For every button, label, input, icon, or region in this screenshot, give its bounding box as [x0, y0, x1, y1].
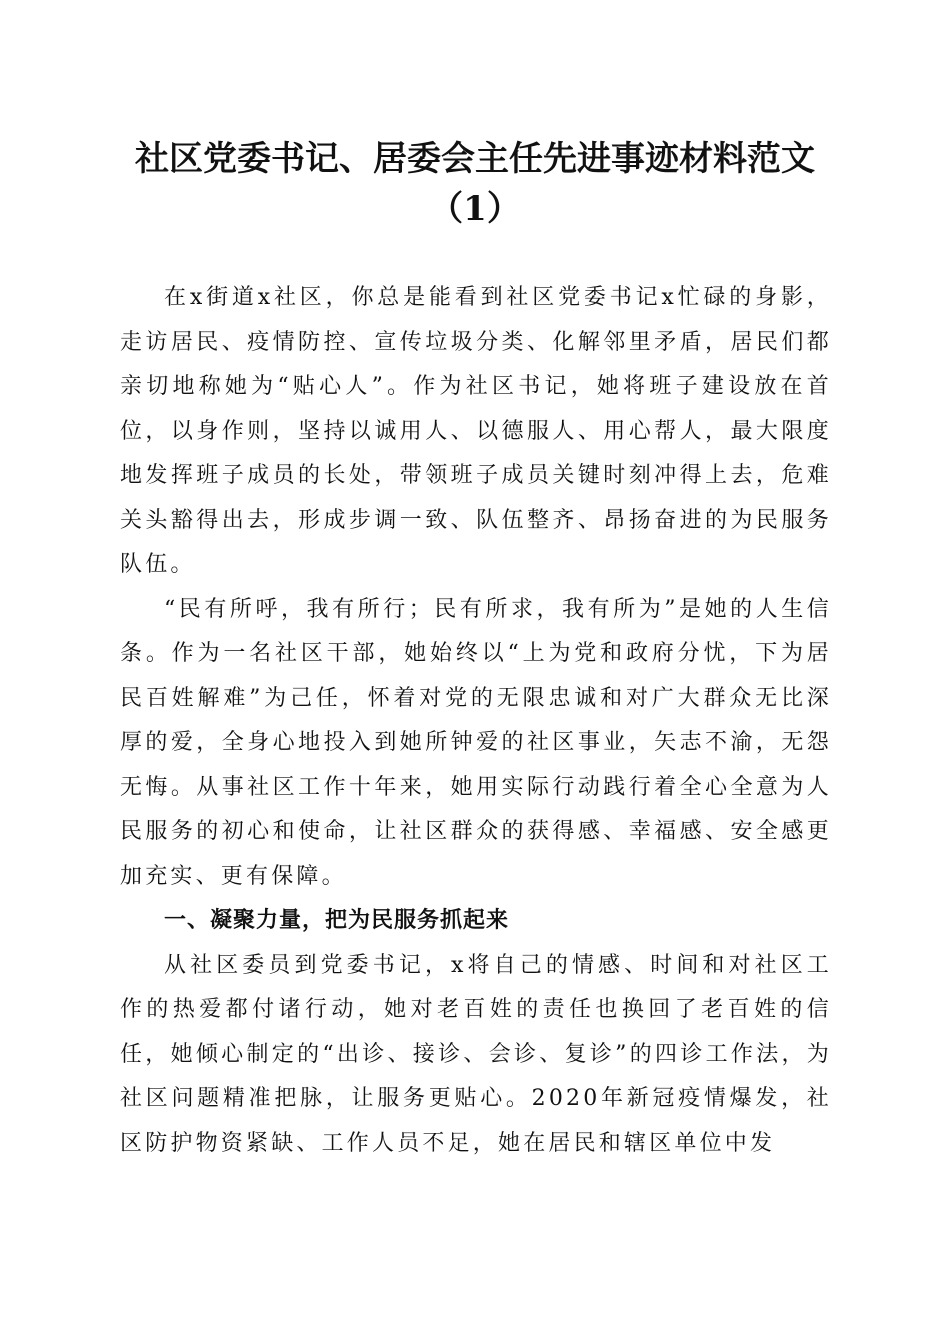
- paragraph-1: 在x街道x社区，你总是能看到社区党委书记x忙碌的身影，走访居民、疫情防控、宣传垃圾分类、化解邻里矛盾，居民们都亲切地称她为“贴心人”。作为社区书记，她将班子建设放在首位，以身作则，坚持以诚用人、以德服人、用心帮人，最大限度地发挥班子成员的长处，带领班子成员关键时刻冲得上去，危难关头豁得出去，形成步调一致、队伍整齐、昂扬奋进的为民服务队伍。: [120, 285, 832, 577]
- title-line-1: 社区党委书记、居委会主任先进事迹材料范文: [135, 139, 815, 179]
- document-body: [120, 276, 832, 1166]
- paragraph-2: “民有所呼，我有所行；民有所求，我有所为”是她的人生信条。作为一名社区干部，她始终以“上为党和政府分忧，下为居民百姓解难”为己任，怀着对党的无限忠诚和对广大群众无比深厚的爱，全身心地投入到她所钟爱的社区事业，矢志不渝，无怨无悔。从事社区工作十年来，她用实际行动践行着全心全意为人民服务的初心和使命，让社区群众的获得感、幸福感、安全感更加充实、更有保障。: [120, 596, 832, 889]
- section-heading: 一、凝聚力量，把为民服务抓起来: [164, 908, 510, 933]
- document-title: [100, 134, 850, 234]
- section-paragraph: 从社区委员到党委书记，x将自己的情感、时间和对社区工作的热爱都付诸行动，她对老百姓的责任也换回了老百姓的信任，她倾心制定的“出诊、接诊、会诊、复诊”的四诊工作法，为社区问题精准把脉，让服务更贴心。2020年新冠疫情爆发，社区防护物资紧缺、工作人员不足，她在居民和辖区单位中发: [120, 952, 832, 1156]
- title-line-2: （1）: [429, 189, 521, 229]
